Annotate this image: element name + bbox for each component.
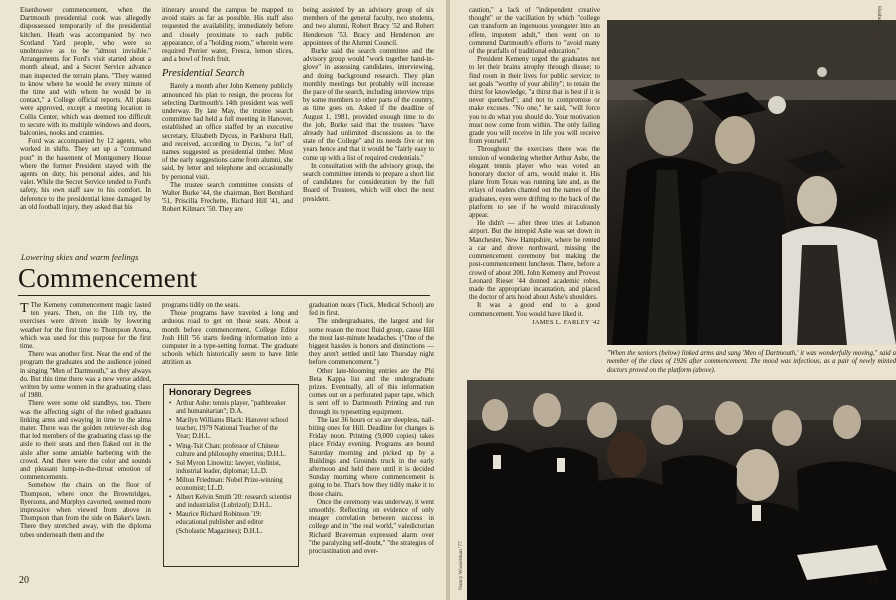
list-item: [169, 511, 293, 535]
honorary-degrees-box: [163, 384, 299, 567]
paragraph: It was a good end to a good commencement. You would have liked it.: [469, 302, 600, 318]
honoree-text: Sol Myron Linowitz: lawyer, violinist, industrial leader, diplomat; LL.D.: [176, 459, 281, 475]
paragraph: The undergraduates, the largest and for some reason the most fluid group, cause Hill the most last-minute headaches. ("One of the biggest hassles is honors and distinctions — they aren't settled until late Thursday night before commencement."): [309, 318, 434, 367]
bullet-icon: •: [169, 417, 172, 425]
paragraph: itinerary around the campus be mapped to avoid stairs as far as possible. His staff also requested the availability, immediately before and closely proximate to each public appearance, of a "holding room," wherein were required Perrier water, Fresca, lemon slices, and a bowl of fresh fruit.: [162, 7, 293, 64]
paragraph: Throughout the exercises there was the tension of wondering whether Arthur Ashe, the elegant tennis player who was voted an honorary doctor of arts, would make it. His plane from Texas was running late and, as the relays of readers chanted out the names of the graduates, eyes were drifting to the back of the platform to see if he would miraculously appear.: [469, 146, 600, 220]
lead-text: The Kemeny commencement magic lasted ten years. Then, on the 11th try, the exercises were driven inside by lowering weather for the first time to Thompson Arena, which was used for this purpose for the first time.: [20, 302, 151, 351]
bullet-icon: •: [169, 511, 172, 519]
list-item: [169, 417, 293, 441]
bullet-icon: •: [169, 476, 172, 484]
list-item: [169, 460, 293, 476]
paragraph: Ford was accompanied by 12 agents, who worked in shifts. They set up a "command post" in the basement of Montgomery House where the former President stayed with the agents on duty, his personal aides, and his valet. While the Secret Service tended to Ford's safety, his own staff saw to his comfort. In deference to the presidential knee damaged by an old football injury, they asked that his: [20, 138, 151, 211]
paragraph: Once the ceremony was underway, it went smoothly. Reflecting on evidence of only meager correlation between success in college and in "the real world," valedictorian Richard Braverman expressed alarm over "the paralyzing self-doubt," "the strategies of procrastination and over-: [309, 498, 434, 556]
page-number: 20: [19, 575, 29, 586]
paragraph: He didn't — after three tries at Lebanon airport. But the intrepid Ashe was set down in Manchester, New Hampshire, where he rented a car and drove northward, missing the commencement ceremony but making the post-commencement luncheon. There, before a crowd of about 200, John Kemeny and Provost Leonard Rieser '44 donned academic robes, made the appropriate incantation, and placed the doctor of arts hood about Ashe's shoulders.: [469, 220, 600, 302]
paragraph: Other late-blooming entries are the Phi Beta Kappa list and the undergraduate prizes. Eventually, all of this information comes out on a perforated paper tape, which is sent off to Dartmouth Printing and run through its typesetting equipment.: [309, 367, 434, 416]
honoree-text: Milton Friedman: Nobel Prize-winning economist; LL.D.: [176, 476, 283, 493]
list-item: [169, 477, 293, 493]
paragraph: Somehow the chairs on the floor of Thompson, where once the Brownridges, Ryersons, and Murphys cavorted, seemed more impressive when viewed from above in Thompson than from the side on Baker's lawn. There they stretched away, with the diploma tubes underneath them and the: [20, 482, 151, 539]
photo-credit-top: Hanbury/Olson: [876, 6, 882, 40]
honorary-degrees-title: Honorary Degrees: [169, 387, 252, 398]
headline-rule: [18, 295, 430, 296]
paragraph: graduation nears (Tuck, Medical School) are fed in first.: [309, 302, 434, 318]
right-text-column: [469, 7, 600, 375]
top-column-3: [303, 7, 434, 250]
honoree-text: Wing-Tsit Chan: professor of Chinese culture and philosophy emeritus; D.H.L.: [176, 442, 287, 458]
drop-cap: T: [20, 302, 29, 316]
honoree-text: Arthur Ashe: tennis player, "pathbreaker and humanitarian"; D.A.: [176, 400, 286, 416]
paragraph: There was another first. Near the end of the program the graduates and the audience joined in singing "Men of Dartmouth," as they always do. But this time there was a new verse added, written by some women in the graduating class of 1980.: [20, 351, 151, 400]
honoree-text: Albert Kelvin Smith '20: research scientist and industrialist (Lubrizol); D.H.L.: [176, 494, 292, 510]
seniors-photo: [467, 380, 896, 600]
bottom-column-1: [20, 302, 151, 572]
paragraph: In consultation with the advisory group, the search committee intends to prepare a short list of candidates for consideration by the full Board of Trustees, which will elect the next president.: [303, 162, 434, 203]
paragraph: Eisenhower commencement, when the Dartmouth presidential cook was allegedly dispossessed temporarily of the presidential kitchen. Heath was accompanied by two Scotland Yard people, who were so unobtrusive as to be "almost invisible." Arrangements for Ford's visit started about a month ahead, and a Secret Service advance man inspected the terrain plans. "They wanted to know where he would be every minute of the time and with whom he would be in contact," a College official reports. All plans were approved, except a meeting location in Collis Center, which was deemed too difficult to secure with its multiple windows and doors, balconies, nooks and crannies.: [20, 7, 151, 138]
top-column-1: [20, 7, 151, 250]
article-kicker: Lowering skies and warm feelings: [21, 252, 139, 262]
platform-photo-art: [607, 20, 896, 345]
paragraph: The trustee search committee consists of Walter Burke '44, the chairman, Bert Bernhard '51, Priscilla Frechette, Richard Hill '41, and Robert Kilmarx '50. They are: [162, 181, 293, 214]
paragraph: Those programs have traveled a long and arduous road to get on those seats. About a month before commencement, College Editor Josh Hill '56 starts feeding information into a computer in a type-setting format. The graduate schools which historically seem to have little attrition as: [162, 310, 298, 367]
bullet-icon: •: [169, 400, 172, 408]
paragraph: Burke said the search committee and the advisory group would "work together hand-in-glove" in assessing candidates, interviewing, and doing background research. They plan monthly meetings but probably will increase the pace of the search, including interview trips by some members to other parts of the country, as time goes on. Asked if the deadline of August 1, 1981, provided enough time to do the job, Burke said that the trustees "have already had unlimited discussions as to the state of the College" and its needs five or ten years hence and that it would be "fairly easy to come up with a list of required credentials.": [303, 48, 434, 162]
paragraph: programs tidily on the seats.: [162, 302, 240, 309]
platform-photo: [607, 20, 896, 345]
bottom-column-3: [309, 302, 434, 574]
seniors-photo-art: [467, 380, 896, 600]
author-signature: JAMES L. FARLEY '42: [532, 318, 600, 326]
page-number: 21: [868, 575, 878, 586]
lead-paragraph: [20, 302, 151, 351]
honoree-text: Marilyn Williams Black: Hanover school teacher, 1979 National Teacher of the Year; D.H.L.: [176, 417, 289, 441]
photo-caption: "When the seniors (below) linked arms and sang 'Men of Dartmouth,' it was wonderfully moving," said a member of the class of 1926 after commencement. The mood was infectious, as a pair of newly minted doctors proved on the platform (above).: [607, 350, 896, 374]
bullet-icon: •: [169, 494, 172, 502]
article-headline: Commencement: [18, 263, 198, 293]
photo-credit-bottom: Nancy Wasserman '77: [458, 541, 464, 590]
paragraph: There were some old standbys, too. There was the affecting sight of the robed graduates linking arms and swaying in time to the alma mater. There was the golden retriever-ish dog that led members of the graduating class up the aisle to their seats and then flaked out in the aisle after some amiable barbering with the crowd. And there were the color and sounds and pleasant lump-in-the-throat emotion of commencements.: [20, 400, 151, 482]
bullet-icon: •: [169, 459, 172, 467]
list-item: [169, 494, 293, 510]
honoree-text: Maurice Richard Robinson '19: educational publisher and editor (Scholastic Magazines); D.H.L.: [176, 511, 264, 535]
list-item: [169, 400, 293, 416]
left-page: [0, 0, 446, 600]
paragraph: President Kemeny urged the graduates not to let their brains atrophy through disuse; to find room in their lives for public service; to set goals "worthy of your ability"; to retain the thirst for knowledge, "a thirst that is best if it is never quenched"; and not to compromise or make excuses. "No one," he said, "will force you to do what you should do. Your motivation must now come from within. The only failing grade you will receive in life you will receive from yourself.": [469, 56, 600, 146]
paragraph: The last 36 hours or so are sleepless, nail-biting ones for Hill. Deadline for changes is Friday noon. Printing (9,000 copies) takes place Friday evening. Programs are bound Saturday morning and picked up by a Buildings and Grounds truck in the early afternoon and held there until it is decided Sunday morning where commencement is going to be. That's how they tidily make it to those chairs.: [309, 416, 434, 498]
paragraph: Barely a month after John Kemeny publicly announced his plan to resign, the process for selecting Dartmouth's 14th president was well underway. By late May, the trustee search committee had held a full meeting in Hanover, established an office staffed by an executive secretary, Elizabeth Dycus, in Parkhurst Hall, and received, according to Dycus, "a lot" of names suggested as presidential timber. Most of the early suggestions came from alumni, she said, by letter and telephone and occasionally by personal visit.: [162, 83, 293, 181]
honorary-degrees-list: [169, 400, 293, 536]
paragraph: caution," a lack of "independent creative thought" or the vacillation by which "college can transform an ingenuous youngster into an effete, impotent adult," then went on to commend Dartmouth's efforts to "avoid many of the pratfalls of traditional education.": [469, 7, 600, 56]
section-subhead: Presidential Search: [162, 68, 245, 80]
list-item: [169, 443, 293, 459]
top-column-2: [162, 7, 293, 250]
bottom-column-2: [162, 302, 298, 380]
bullet-icon: •: [169, 442, 172, 450]
paragraph: being assisted by an advisory group of six members of the general faculty, two students, and two alumni, Robert Bracy '52 and Robert Henderson '53. Bracy and Henderson are appointees of the Alumni Council.: [303, 7, 434, 47]
